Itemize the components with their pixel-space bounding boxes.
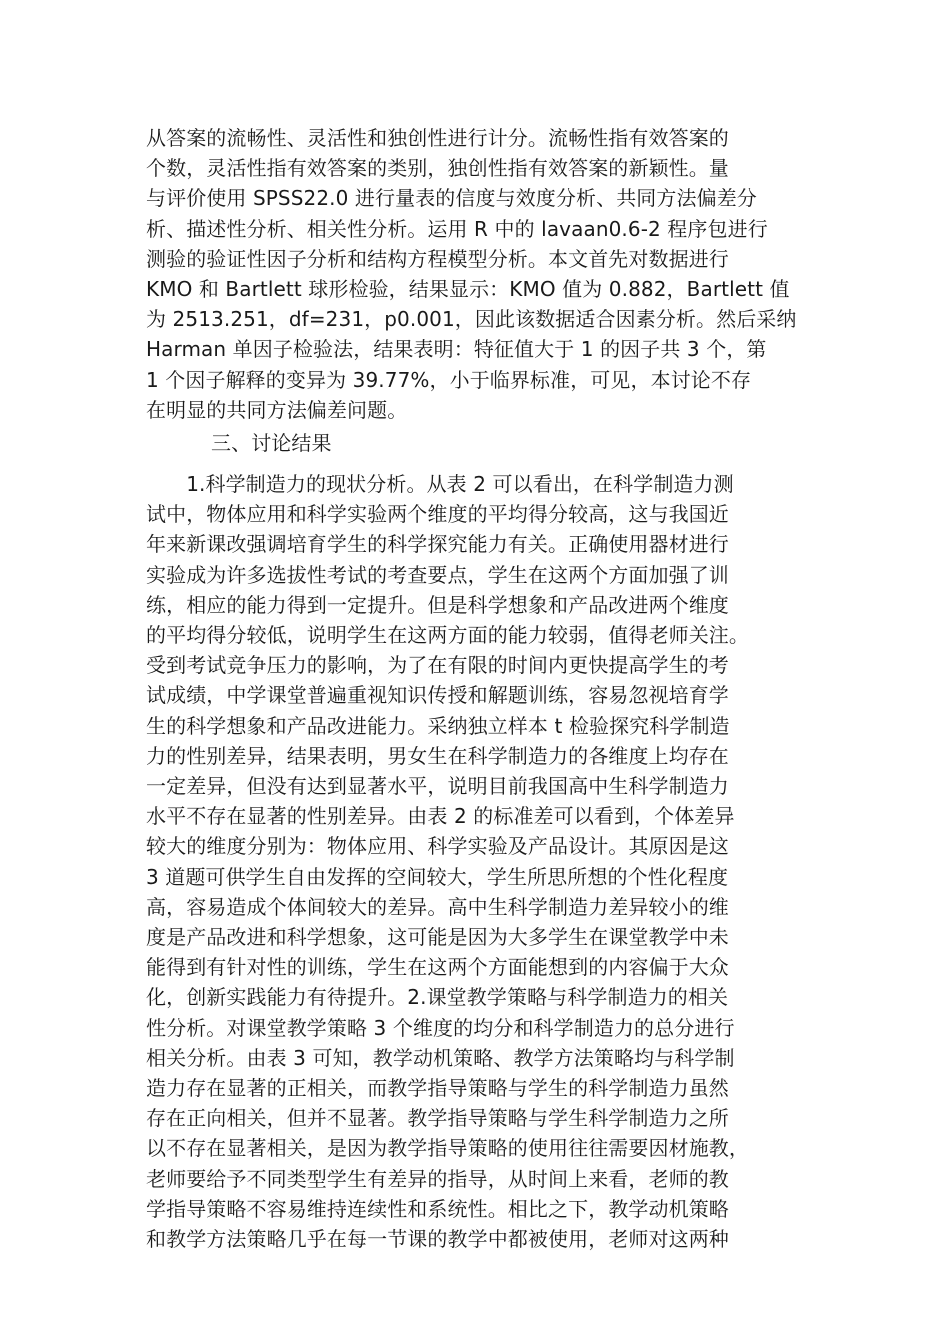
text-line: 力的性别差异，结果表明，男女生在科学制造力的各维度上均存在 bbox=[146, 743, 729, 768]
text-line: 一定差异，但没有达到显著水平，说明目前我国高中生科学制造力 bbox=[146, 774, 729, 799]
text-line: 析、描述性分析、相关性分析。运用 R 中的 lavaan0.6-2 程序包进行 bbox=[146, 216, 768, 241]
text-line: 存在正向相关，但并不显著。教学指导策略与学生科学制造力之所 bbox=[146, 1106, 729, 1131]
text-line: 生的科学想象和产品改进能力。采纳独立样本 t 检验探究科学制造 bbox=[146, 713, 730, 738]
text-line: 能得到有针对性的训练，学生在这两个方面能想到的内容偏于大众 bbox=[146, 955, 729, 980]
text-line: 高，容易造成个体间较大的差异。高中生科学制造力差异较小的维 bbox=[146, 894, 729, 919]
text-line: 试中，物体应用和科学实验两个维度的平均得分较高，这与我国近 bbox=[146, 502, 729, 527]
text-line: 与评价使用 SPSS22.0 进行量表的信度与效度分析、共同方法偏差分 bbox=[146, 186, 757, 211]
text-line: 练，相应的能力得到一定提升。但是科学想象和产品改进两个维度 bbox=[146, 592, 729, 617]
text-line: 水平不存在显著的性别差异。由表 2 的标准差可以看到，个体差异 bbox=[146, 804, 735, 829]
text-line: 实验成为许多选拔性考试的考查要点，学生在这两个方面加强了训 bbox=[146, 562, 729, 587]
text-line: 较大的维度分别为：物体应用、科学实验及产品设计。其原因是这 bbox=[146, 834, 729, 859]
text-line: 和教学方法策略几乎在每一节课的教学中都被使用，老师对这两种 bbox=[146, 1227, 729, 1252]
text-line: 造力存在显著的正相关，而教学指导策略与学生的科学制造力虽然 bbox=[146, 1076, 729, 1101]
body-paragraph bbox=[146, 469, 826, 1254]
text-line: 的平均得分较低，说明学生在这两方面的能力较弱，值得老师关注。 bbox=[146, 623, 749, 648]
text-line: 从答案的流畅性、灵活性和独创性进行计分。流畅性指有效答案的 bbox=[146, 126, 729, 150]
text-line: 化，创新实践能力有待提升。2.课堂教学策略与科学制造力的相关 bbox=[146, 985, 729, 1010]
text-line: 以不存在显著相关，是因为教学指导策略的使用往往需要因材施教， bbox=[146, 1136, 749, 1161]
text-line: 试成绩，中学课堂普遍重视知识传授和解题训练，容易忽视培育学 bbox=[146, 683, 729, 708]
text-line: 在明显的共同方法偏差问题。 bbox=[146, 397, 408, 422]
text-line: 3 道题可供学生自由发挥的空间较大，学生所思所想的个性化程度 bbox=[146, 864, 729, 889]
section-heading: 三、讨论结果 bbox=[211, 431, 332, 455]
intro-paragraph bbox=[146, 123, 826, 425]
text-line: KMO 和 Bartlett 球形检验，结果显示：KMO 值为 0.882，Bartlett 值 bbox=[146, 277, 790, 302]
text-line: 1.科学制造力的现状分析。从表 2 可以看出，在科学制造力测 bbox=[146, 472, 734, 496]
text-line: 性分析。对课堂教学策略 3 个维度的均分和科学制造力的总分进行 bbox=[146, 1015, 735, 1040]
text-line: Harman 单因子检验法，结果表明：特征值大于 1 的因子共 3 个，第 bbox=[146, 337, 767, 362]
text-line: 个数，灵活性指有效答案的类别，独创性指有效答案的新颖性。量 bbox=[146, 156, 729, 181]
text-line: 老师要给予不同类型学生有差异的指导，从时间上来看，老师的教 bbox=[146, 1166, 729, 1191]
text-line: 为 2513.251，df=231，p0.001，因此该数据适合因素分析。然后采纳 bbox=[146, 307, 797, 332]
text-line: 1 个因子解释的变异为 39.77%，小于临界标准，可见，本讨论不存 bbox=[146, 367, 752, 392]
text-line: 测验的验证性因子分析和结构方程模型分析。本文首先对数据进行 bbox=[146, 246, 729, 271]
text-line: 相关分析。由表 3 可知，教学动机策略、教学方法策略均与科学制 bbox=[146, 1045, 735, 1070]
text-line: 受到考试竞争压力的影响，为了在有限的时间内更快提高学生的考 bbox=[146, 653, 729, 678]
text-line: 年来新课改强调培育学生的科学探究能力有关。正确使用器材进行 bbox=[146, 532, 729, 557]
text-line: 学指导策略不容易维持连续性和系统性。相比之下，教学动机策略 bbox=[146, 1196, 729, 1221]
text-line: 度是产品改进和科学想象，这可能是因为大多学生在课堂教学中未 bbox=[146, 925, 729, 950]
